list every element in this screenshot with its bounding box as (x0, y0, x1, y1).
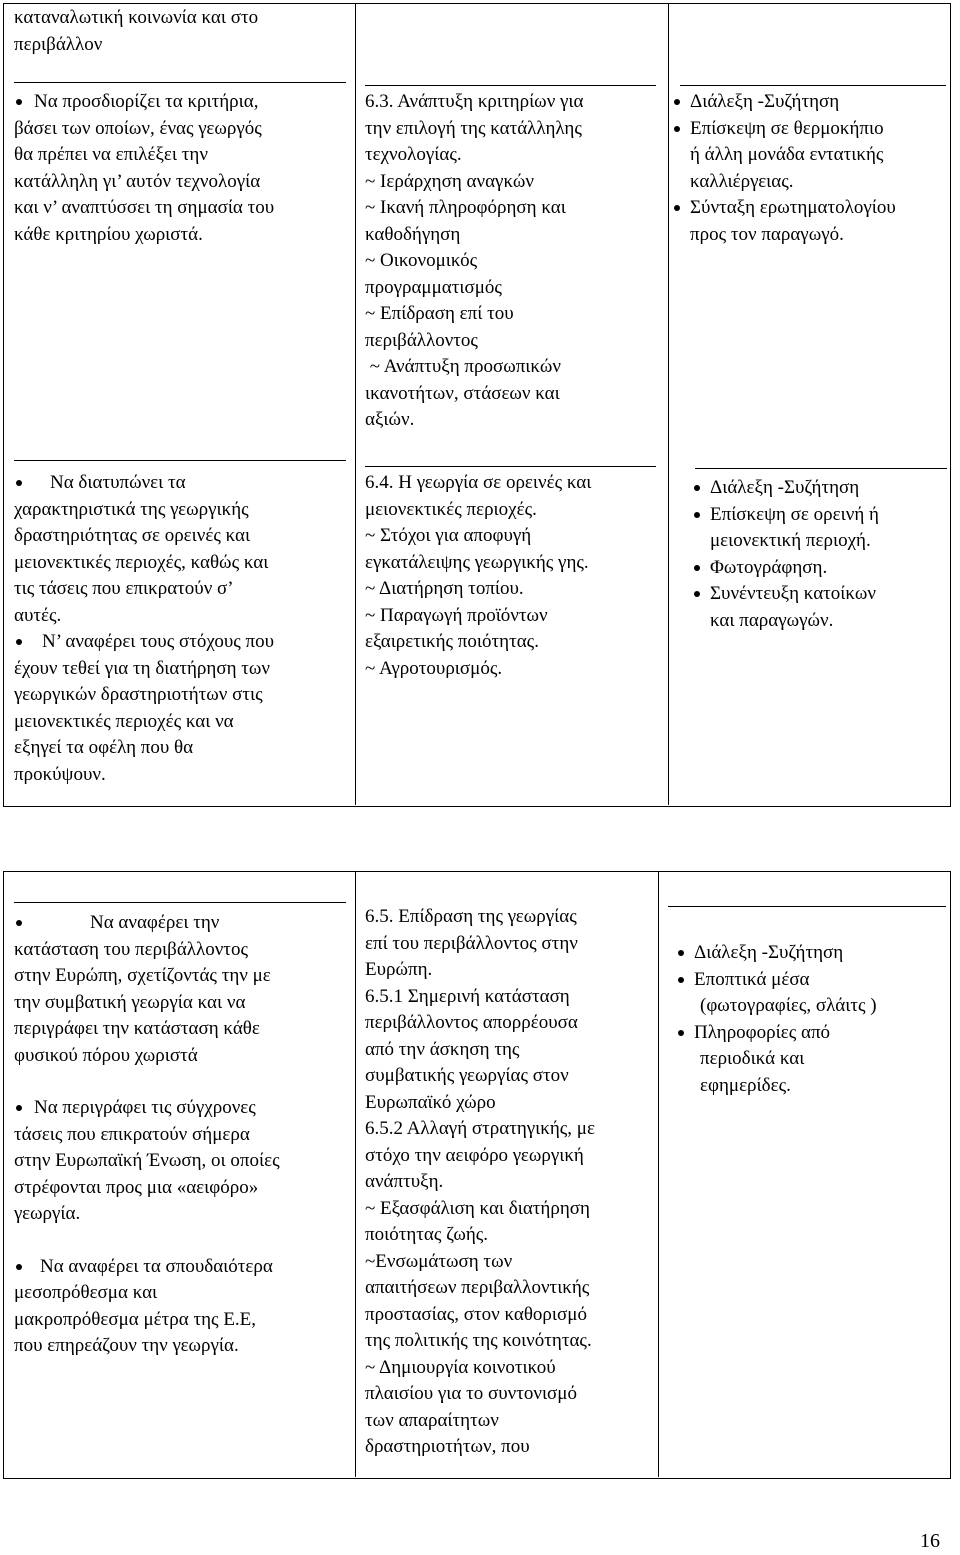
text-line: γεωργικών δραστηριοτήτων στις (14, 684, 263, 705)
text-line: ~ Ικανή πληροφόρηση και (365, 197, 566, 218)
method-item (692, 502, 950, 555)
text-line: στην Ευρωπαϊκή Ένωση, οι οποίες (14, 1150, 280, 1171)
text-line: Να προσδιορίζει τα κριτήρια, (34, 91, 259, 112)
text-line: 6.5.2 Αλλαγή στρατηγικής, με (365, 1118, 595, 1139)
text-line: ή άλλη μονάδα εντατικής (690, 144, 884, 165)
separator-line (365, 466, 656, 467)
text-line: εξαιρετικής ποιότητας. (365, 631, 539, 652)
text-line: Σύνταξη ερωτηματολογίου (690, 197, 896, 218)
text-line: περιοδικά και (700, 1048, 805, 1069)
text-line: δραστηριοτήτων, που (365, 1436, 530, 1457)
text-line: Να διατυπώνει τα (50, 472, 186, 493)
spacer (14, 1069, 349, 1095)
text-line: καλλιέργειας. (690, 170, 794, 192)
text-line: καταναλωτική κοινωνία και στο (14, 7, 259, 28)
text-line: ~ Εξασφάλιση και διατήρηση (365, 1197, 590, 1219)
text-line: Ευρώπη. (365, 959, 433, 980)
text-line: από την άσκηση της (365, 1038, 520, 1060)
text-line: Εποπτικά μέσα (694, 968, 810, 990)
text-line: την συμβατική γεωργία και να (14, 991, 246, 1013)
separator-line (680, 85, 946, 86)
text-line: ικανοτήτων, στάσεων και (365, 382, 560, 404)
text-line: ~ Διατήρηση τοπίου. (365, 578, 524, 599)
text-line: (φωτογραφίες, σλάιτς ) (700, 995, 877, 1016)
content-section-6-5 (365, 904, 655, 1461)
content-section-6-3 (365, 89, 663, 434)
text-line: Να αναφέρει την (90, 912, 220, 933)
text-line: ~ Αγροτουρισμός. (365, 657, 503, 679)
method-item (672, 195, 950, 248)
text-line: χαρακτηριστικά της γεωργικής (14, 498, 249, 520)
separator-line (668, 906, 946, 907)
text-line: βάσει των οποίων, ένας γεωργός (14, 117, 262, 139)
text-line: Να περιγράφει τις σύγχρονες (34, 1097, 256, 1118)
text-line: δραστηριότητας σε ορεινές και (14, 525, 251, 546)
separator-line (14, 902, 346, 903)
methods-block-6-3 (672, 89, 950, 248)
section-heading: 6.4. Η γεωργία σε ορεινές και (365, 472, 592, 493)
text-line: τις τάσεις που επικρατούν σ’ (14, 578, 234, 599)
methods-block-6-4 (692, 475, 950, 634)
text-line: απαιτήσεων περιβαλλοντικής (365, 1277, 590, 1298)
text-line: ~ Παραγωγή προϊόντων (365, 604, 548, 626)
text-line: μειονεκτικές περιοχές και να (14, 710, 234, 732)
text-line: κατάσταση του περιβάλλοντος (14, 938, 248, 960)
text-line: κατάλληλη γι’ αυτόν τεχνολογία (14, 170, 261, 192)
text-line: την επιλογή της κατάλληλης (365, 117, 582, 139)
page-number: 16 (920, 1530, 940, 1552)
spacer (14, 1228, 349, 1254)
text-line: Πληροφορίες από (694, 1021, 831, 1043)
text-line: στόχο την αειφόρο γεωργική (365, 1144, 584, 1166)
text-line: Διάλεξη -Συζήτηση (694, 942, 844, 963)
text-line: 6.5.1 Σημερινή κατάσταση (365, 985, 570, 1007)
text-line: εξηγεί τα οφέλη που θα (14, 737, 194, 758)
objective-mountain-agriculture (14, 470, 349, 788)
objective-technology-criteria (14, 89, 349, 248)
text-line: προκύψουν. (14, 763, 106, 785)
separator-line (695, 468, 947, 469)
text-line: ανάπτυξη. (365, 1171, 444, 1192)
text-line: ~ Ιεράρχηση αναγκών (365, 170, 534, 192)
text-line: μειονεκτικές περιοχές. (365, 498, 537, 520)
text-line: πλαισίου για το συντονισμό (365, 1383, 577, 1404)
method-item (692, 475, 950, 502)
lower-col-divider-2 (658, 871, 659, 1477)
text-line: αξιών. (365, 409, 415, 430)
bullet-item (14, 89, 349, 116)
text-line: ~ Οικονομικός (365, 250, 478, 271)
bullet-item (14, 470, 349, 629)
text-line: συμβατικής γεωργίας στον (365, 1065, 569, 1086)
text-line: Επίσκεψη σε θερμοκήπιο (690, 117, 884, 139)
text-line: και παραγωγών. (710, 609, 834, 631)
section-heading: 6.5. Επίδραση της γεωργίας (365, 906, 577, 927)
text-line: θα πρέπει να επιλέξει την (14, 144, 208, 165)
section-heading: 6.3. Ανάπτυξη κριτηρίων για (365, 91, 584, 112)
text-line: καθοδήγηση (365, 223, 461, 245)
text-line: περιβάλλον (14, 33, 103, 55)
text-line: εγκατάλειψης γεωργικής γης. (365, 551, 589, 573)
text-line: Διάλεξη -Συζήτηση (690, 91, 840, 112)
text-line: αυτές. (14, 604, 62, 626)
text-line: προς τον παραγωγό. (690, 223, 844, 245)
text-line: προγραμματισμός (365, 276, 502, 298)
bullet-item (14, 1254, 349, 1360)
text-line: έχουν τεθεί για τη διατήρηση των (14, 657, 270, 679)
text-line: τεχνολογίας. (365, 144, 462, 165)
lower-col-divider-1 (355, 871, 356, 1477)
content-section-6-4 (365, 470, 663, 682)
text-line: ~ Επίδραση επί του (365, 303, 514, 324)
text-line: φυσικού πόρου χωριστά (14, 1044, 198, 1066)
separator-line (14, 460, 346, 461)
text-line: Να αναφέρει τα σπουδαιότερα (40, 1255, 273, 1277)
text-line: Επίσκεψη σε ορεινή ή (710, 503, 879, 525)
method-item (672, 89, 950, 116)
method-item (692, 555, 950, 582)
text-line: Συνέντευξη κατοίκων (710, 583, 876, 604)
method-item (692, 581, 950, 634)
text-line: επί του περιβάλλοντος στην (365, 932, 578, 954)
text-line: ~Ενσωμάτωση των (365, 1250, 513, 1272)
text-line: ~ Στόχοι για αποφυγή (365, 525, 532, 546)
bullet-item (14, 910, 349, 1069)
text-line: στρέφονται προς μια «αειφόρο» (14, 1176, 259, 1198)
objectives-intro-text (14, 5, 349, 58)
separator-line (365, 85, 656, 86)
method-item (672, 116, 950, 196)
method-item (676, 940, 948, 967)
text-line: ~ Ανάπτυξη προσωπικών (365, 356, 561, 377)
objectives-europe-environment (14, 910, 349, 1360)
text-line: ~ Δημιουργία κοινοτικού (365, 1356, 556, 1378)
text-line: στην Ευρώπη, σχετίζοντάς την με (14, 965, 271, 986)
text-line: περιγράφει την κατάσταση κάθε (14, 1018, 260, 1039)
text-line: περιβάλλοντος (365, 329, 478, 351)
text-line: μειονεκτικές περιοχές, καθώς και (14, 551, 269, 573)
methods-block-6-5 (676, 940, 948, 1099)
text-line: Ν’ αναφέρει τους στόχους που (42, 631, 275, 652)
text-line: των απαραίτητων (365, 1409, 499, 1431)
text-line: Ευρωπαϊκό χώρο (365, 1091, 496, 1113)
method-item (676, 1020, 948, 1100)
text-line: μακροπρόθεσμα μέτρα της Ε.Ε, (14, 1308, 257, 1330)
text-line: περιβάλλοντος απορρέουσα (365, 1012, 578, 1033)
text-line: και ν’ αναπτύσσει τη σημασία του (14, 197, 275, 218)
text-line: κάθε κριτηρίου χωριστά. (14, 223, 203, 245)
text-line: προστασίας, στον καθορισμό (365, 1303, 587, 1325)
text-line: μειονεκτική περιοχή. (710, 530, 871, 551)
text-line: ποιότητας ζωής. (365, 1224, 489, 1245)
text-line: γεωργία. (14, 1203, 81, 1224)
separator-line (14, 82, 346, 83)
text-line: μεσοπρόθεσμα και (14, 1282, 158, 1303)
text-line: εφημερίδες. (700, 1074, 791, 1096)
text-line: της πολιτικής της κοινότητας. (365, 1330, 592, 1351)
bullet-item (14, 629, 349, 788)
text-line: που επηρεάζουν την γεωργία. (14, 1335, 239, 1356)
text-line: τάσεις που επικρατούν σήμερα (14, 1123, 250, 1145)
upper-col-divider-1 (355, 3, 356, 805)
upper-col-divider-2 (668, 3, 669, 805)
text-line: Διάλεξη -Συζήτηση (710, 477, 860, 498)
method-item (676, 967, 948, 1020)
text-line: Φωτογράφηση. (710, 556, 828, 578)
bullet-item (14, 1095, 349, 1228)
